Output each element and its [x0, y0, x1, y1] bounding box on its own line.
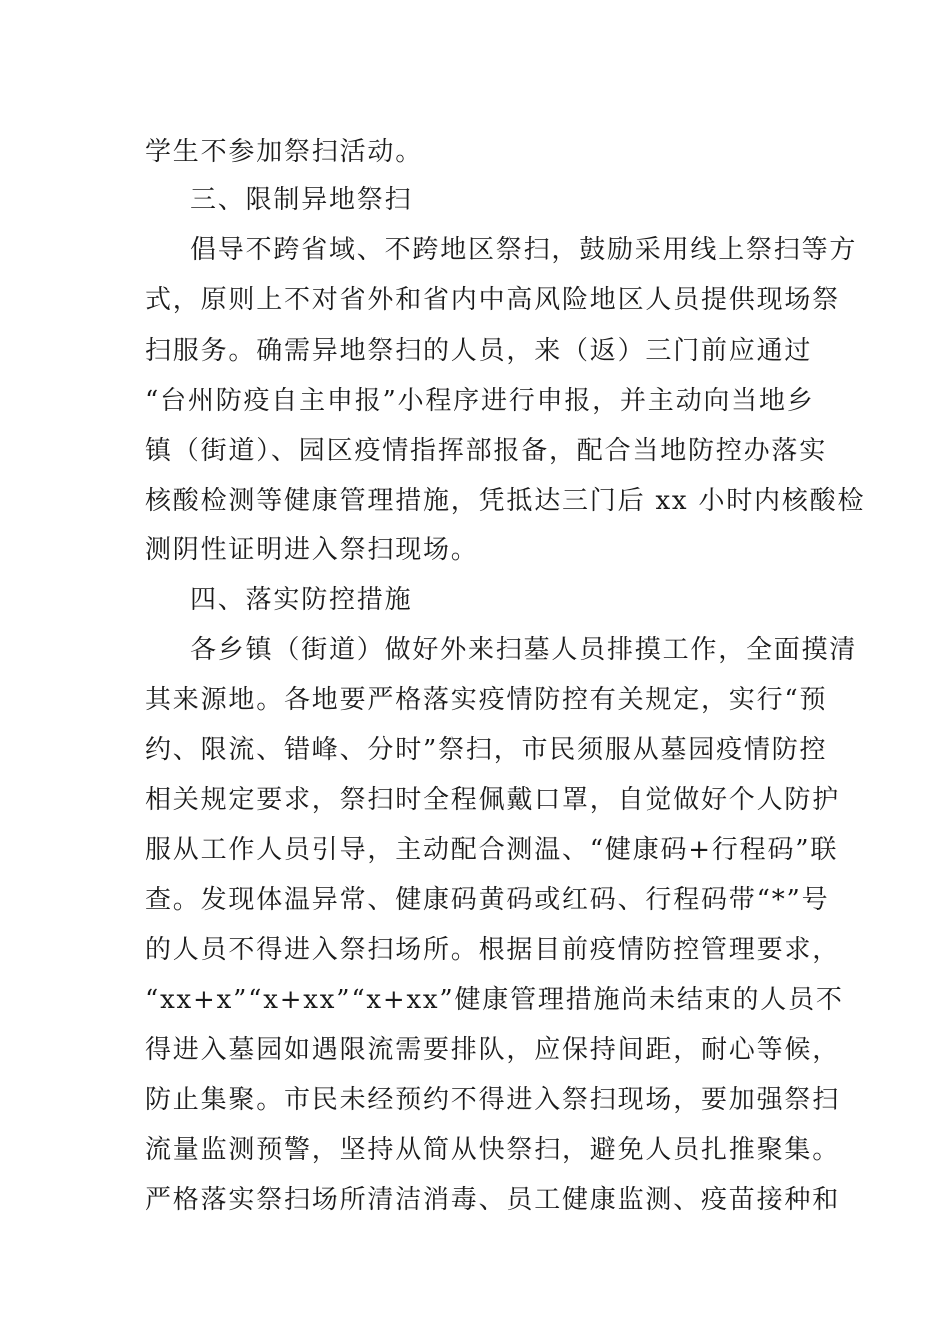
body-text-line: 学生不参加祭扫活动。 [145, 137, 424, 167]
body-text-line: 得进入墓园如遇限流需要排队，应保持间距，耐心等候， [145, 1035, 841, 1065]
section-heading-3: 三、限制异地祭扫 [190, 185, 413, 215]
body-text-line: 核酸检测等健康管理措施，凭抵达三门后 xx 小时内核酸检 [145, 486, 866, 516]
body-text-line: 的人员不得进入祭扫场所。根据目前疫情防控管理要求， [145, 935, 841, 965]
body-text-line: 查。发现体温异常、健康码黄码或红码、行程码带“*”号 [145, 885, 830, 915]
body-text-line: 式，原则上不对省外和省内中高风险地区人员提供现场祭 [145, 285, 841, 315]
body-text-line: 相关规定要求，祭扫时全程佩戴口罩，自觉做好个人防护 [145, 785, 841, 815]
body-text-line: 其来源地。各地要严格落实疫情防控有关规定，实行“预 [145, 685, 828, 715]
body-text-line: “xx+x”“x+xx”“x+xx”健康管理措施尚未结束的人员不 [145, 985, 844, 1015]
body-text-line: 镇（街道）、园区疫情指挥部报备，配合当地防控办落实 [145, 436, 828, 466]
body-text-line: 服从工作人员引导，主动配合测温、“健康码+行程码”联 [145, 835, 839, 865]
body-text-line: 各乡镇（街道）做好外来扫墓人员排摸工作，全面摸清 [190, 635, 858, 665]
body-text-line: 防止集聚。市民未经预约不得进入祭扫现场，要加强祭扫 [145, 1085, 841, 1115]
body-text-line: 严格落实祭扫场所清洁消毒、员工健康监测、疫苗接种和 [145, 1185, 841, 1215]
body-text-line: 流量监测预警，坚持从简从快祭扫，避免人员扎推聚集。 [145, 1135, 841, 1165]
body-text-line: 约、限流、错峰、分时”祭扫，市民须服从墓园疫情防控 [145, 735, 828, 765]
body-text-line: 扫服务。确需异地祭扫的人员，来（返）三门前应通过 [145, 336, 813, 366]
body-text-line: “台州防疫自主申报”小程序进行申报，并主动向当地乡 [145, 386, 815, 416]
body-text-line: 倡导不跨省域、不跨地区祭扫，鼓励采用线上祭扫等方 [190, 235, 858, 265]
section-heading-4: 四、落实防控措施 [190, 585, 413, 615]
body-text-line: 测阴性证明进入祭扫现场。 [145, 535, 479, 565]
